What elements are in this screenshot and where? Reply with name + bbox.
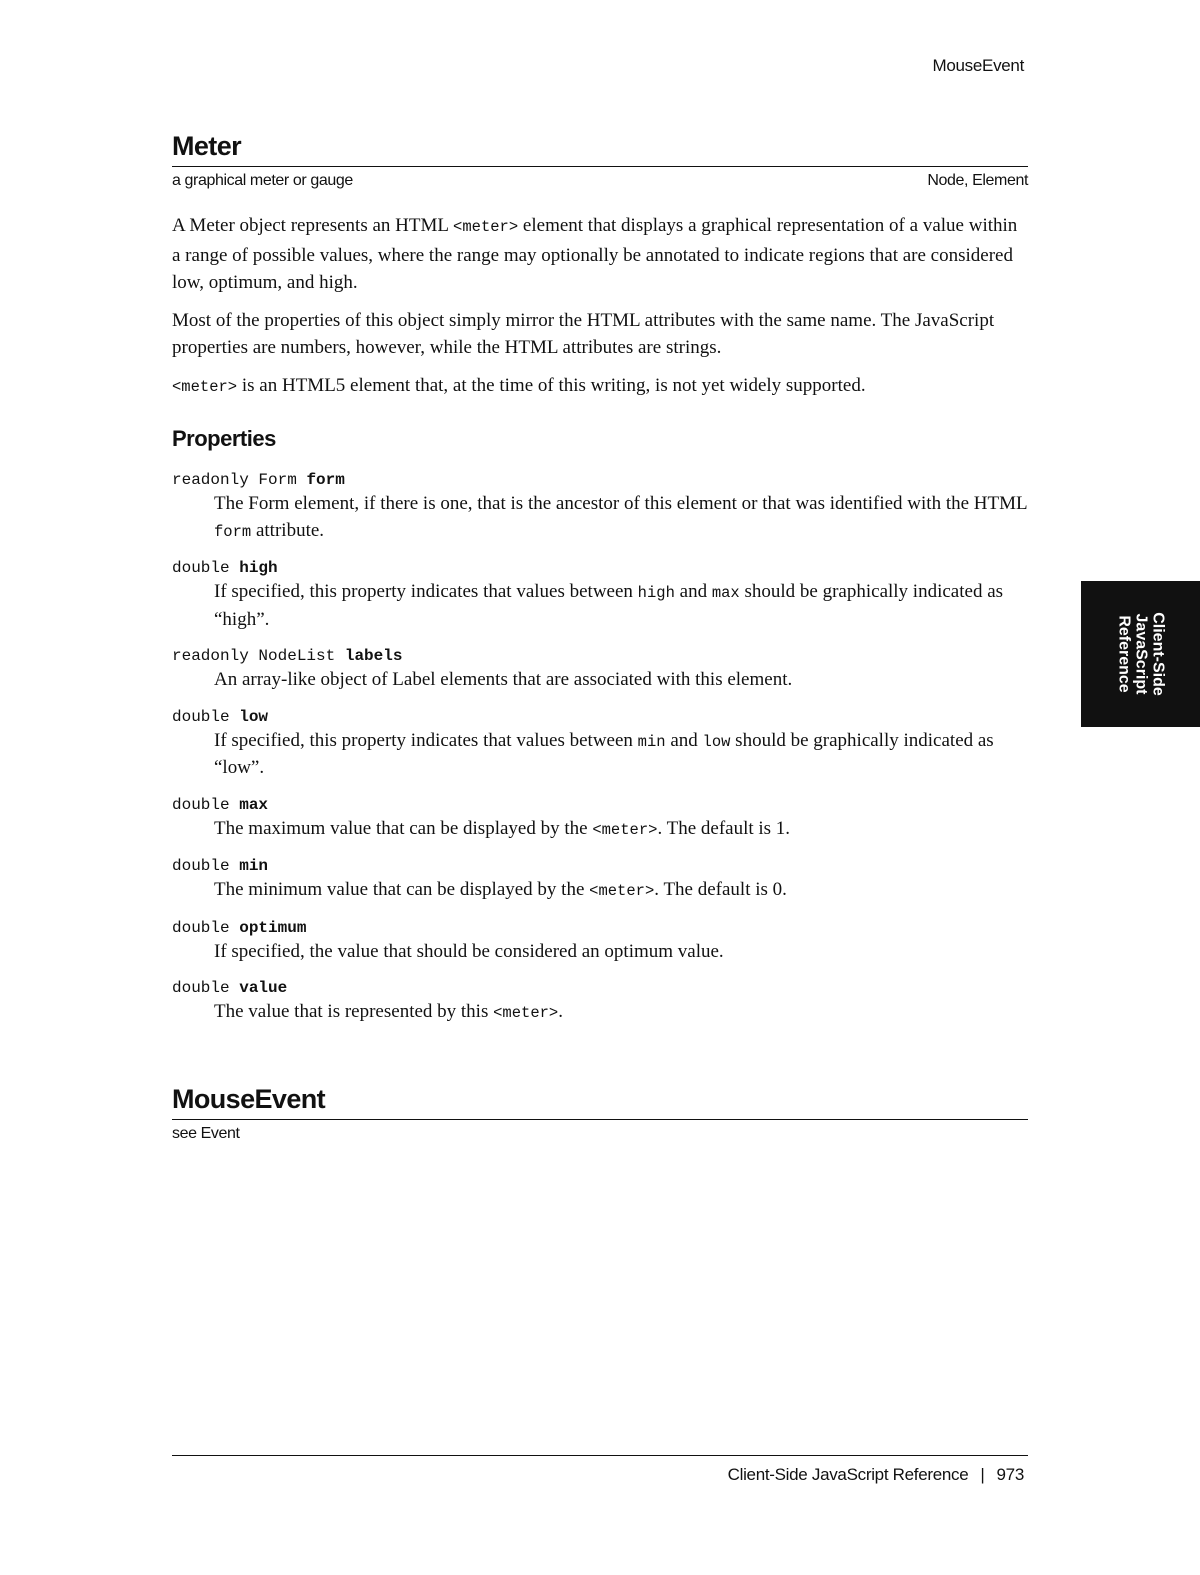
meter-summary: a graphical meter or gauge <box>172 172 353 189</box>
property-description: The Form element, if there is one, that is the ancestor of this element or that was identified with the HTML form attribute. <box>214 493 1027 541</box>
property-min <box>172 855 1028 905</box>
page-content <box>172 128 1028 1144</box>
property-signature: double max <box>172 795 269 814</box>
property-signature: double high <box>172 559 278 577</box>
meter-entry-subtitle-row <box>172 171 1028 191</box>
footer-separator: | <box>980 1465 985 1484</box>
section-thumb-tab-label: Client-Side JavaScript Reference <box>1115 612 1166 696</box>
mouseevent-entry-subtitle-row <box>172 1124 1028 1144</box>
meter-inherits: Node, Element <box>927 172 1028 189</box>
property-signature: readonly NodeList labels <box>172 647 403 665</box>
property-signature: double optimum <box>172 918 307 937</box>
mouseevent-entry <box>172 1081 1028 1144</box>
intro-paragraph-2: Most of the properties of this object simply mirror the HTML attributes with the same name. The JavaScript properties are numbers, however, while the HTML attributes are strings. <box>172 309 995 358</box>
property-optimum <box>172 917 1028 966</box>
property-description: An array-like object of Label elements that are associated with this element. <box>214 669 793 690</box>
intro-paragraph-3: <meter> is an HTML5 element that, at the time of this writing, is not yet widely supported. <box>172 374 866 396</box>
property-description: If specified, the value that should be considered an optimum value. <box>214 940 724 962</box>
page-number: 973 <box>996 1465 1024 1484</box>
intro-paragraph-1: A Meter object represents an HTML <meter> element that displays a graphical representation of a value within a range of possible values, where the range may optionally be annotated to indicate regions that are considered low, optimum, and high. <box>172 215 1018 293</box>
property-signature: readonly Form form <box>172 471 345 489</box>
property-description: The minimum value that can be displayed by the <meter>. The default is 0. <box>214 879 787 900</box>
mouseevent-see-also: see Event <box>172 1124 240 1142</box>
property-max <box>172 794 1028 844</box>
property-low <box>172 706 1028 782</box>
property-description: The value that is represented by this <meter>. <box>214 1001 563 1022</box>
property-form <box>172 469 1028 545</box>
section-thumb-tab <box>1081 581 1200 727</box>
property-high <box>172 557 1028 633</box>
page-footer <box>728 1465 1024 1485</box>
footer-title: Client-Side JavaScript Reference <box>727 1465 969 1484</box>
property-description: The maximum value that can be displayed by the <meter>. The default is 1. <box>214 817 791 839</box>
property-value <box>172 977 1028 1027</box>
properties-list <box>172 469 1028 1027</box>
property-labels <box>172 645 1028 694</box>
mouseevent-entry-title: MouseEvent <box>172 1081 1028 1120</box>
meter-entry-title: Meter <box>172 128 1028 167</box>
running-head: MouseEvent <box>932 56 1024 75</box>
property-description: If specified, this property indicates that values between high and max should be graphically indicated as “high”. <box>214 581 1004 630</box>
meter-intro <box>172 212 1028 401</box>
property-signature: double low <box>172 707 269 726</box>
property-description: If specified, this property indicates that values between min and low should be graphically indicated as “low”. <box>214 729 994 778</box>
footer-rule <box>172 1455 1028 1456</box>
properties-heading: Properties <box>172 426 276 451</box>
property-signature: double min <box>172 857 269 875</box>
property-signature: double value <box>172 979 288 997</box>
